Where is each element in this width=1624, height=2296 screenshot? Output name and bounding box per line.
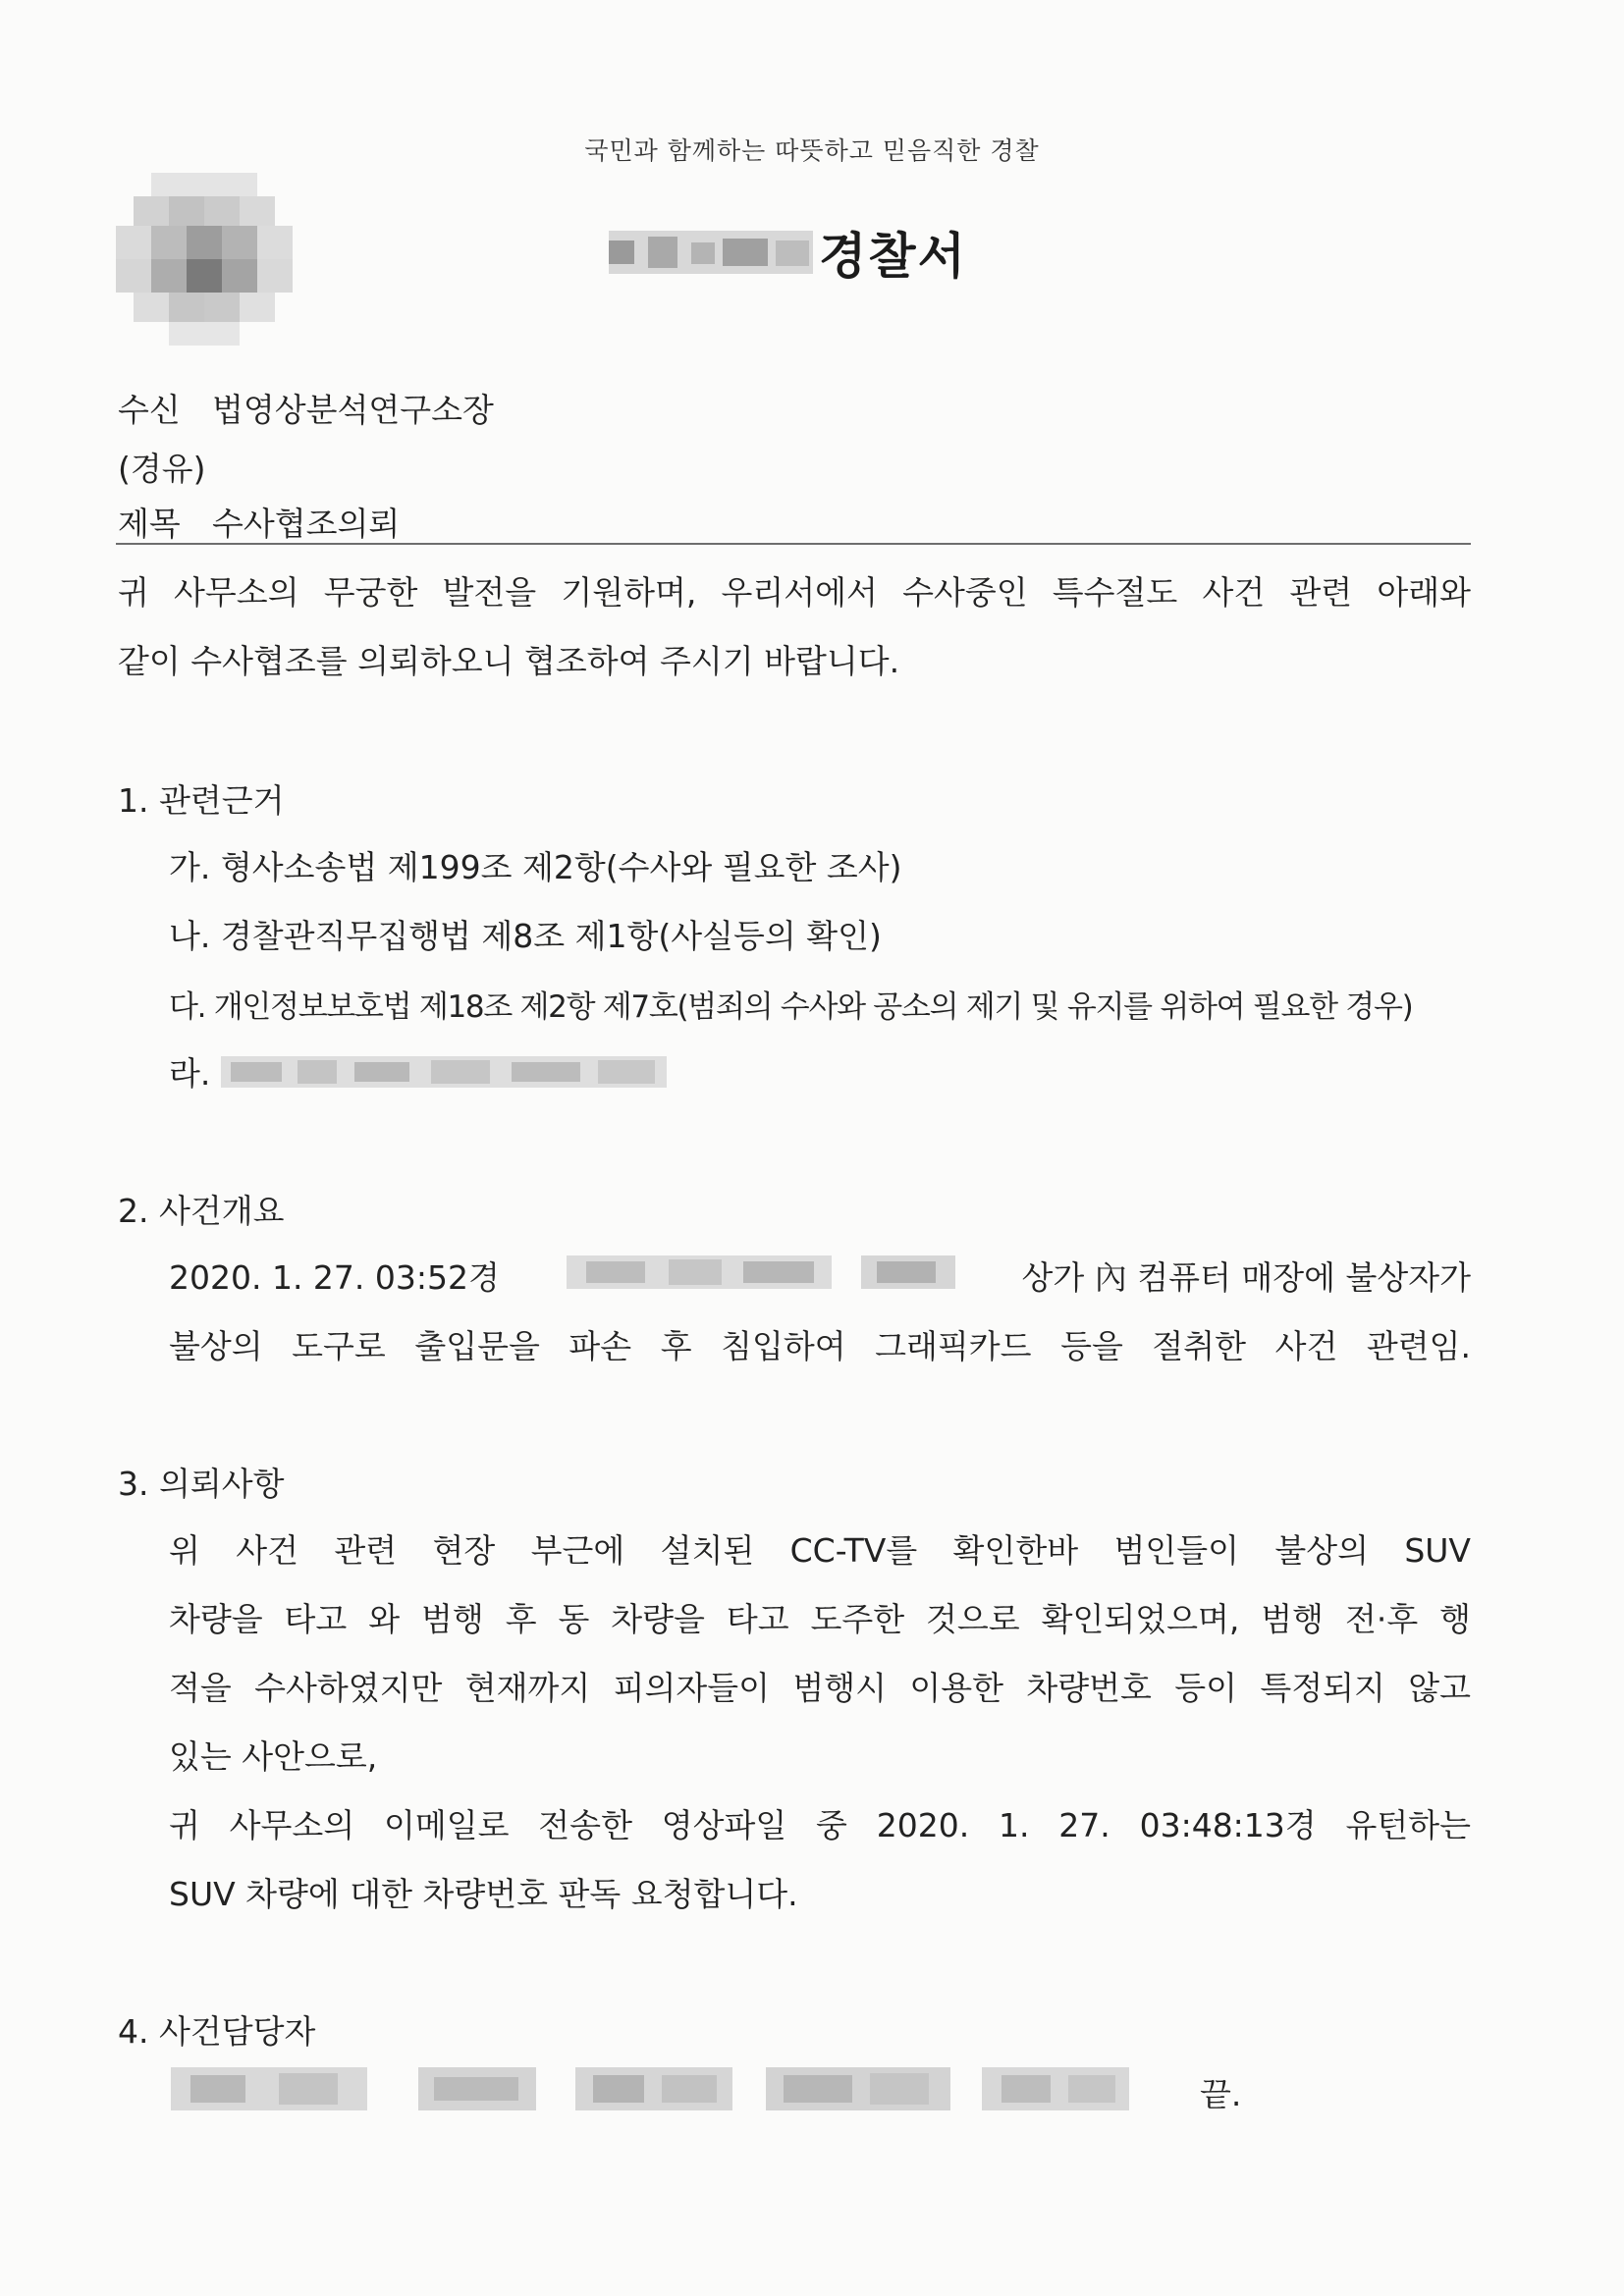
section-1-item-na: 나. 경찰관직무집행법 제8조 제1항(사실등의 확인) (169, 917, 882, 955)
section-1-item-da: 다. 개인정보보호법 제18조 제2항 제7호(범죄의 수사와 공소의 제기 및 유지를 위하여 필요한 경우) (169, 989, 1413, 1025)
incident-summary-suffix: 상가 內 컴퓨터 매장에 불상자가 (1021, 1258, 1471, 1297)
section-2-line-2: 불상의 도구로 출입문을 파손 후 침입하여 그래픽카드 등을 절취한 사건 관련임. (169, 1327, 1471, 1365)
section-3-line-4: 있는 사안으로, (169, 1737, 378, 1776)
section-3-line-3: 적을 수사하였지만 현재까지 피의자들이 범행시 이용한 차량번호 등이 특정되지 않고 (169, 1669, 1471, 1707)
redacted-logo-emblem (116, 173, 293, 346)
section-1-item-ga: 가. 형사소송법 제199조 제2항(수사와 필요한 조사) (169, 848, 902, 886)
recipient-line (118, 385, 494, 431)
section-3-line-6: SUV 차량에 대한 차량번호 판독 요청합니다. (169, 1875, 798, 1913)
section-4-heading: 4. 사건담당자 (118, 2012, 316, 2051)
via-line: (경유) (118, 450, 206, 488)
section-3-line-5: 귀 사무소의 이메일로 전송한 영상파일 중 2020. 1. 27. 03:48:13경 유턴하는 (169, 1806, 1471, 1844)
redacted-station-name (609, 231, 813, 274)
agency-motto: 국민과 함께하는 따뜻하고 믿음직한 경찰 (584, 136, 1040, 165)
section-1-heading: 1. 관련근거 (118, 781, 285, 820)
intro-line-1: 귀 사무소의 무궁한 발전을 기원하며, 우리서에서 수사중인 특수절도 사건 관련 아래와 (118, 573, 1471, 612)
section-1-item-ra (169, 1048, 667, 1095)
document-title (609, 218, 967, 287)
section-2-line-1 (169, 1253, 1471, 1299)
intro-line-2: 같이 수사협조를 의뢰하오니 협조하여 주시기 바랍니다. (118, 642, 900, 680)
header-divider (116, 543, 1471, 545)
redacted-incident-location (567, 1255, 955, 1297)
title-text: 경찰서 (819, 228, 967, 285)
redacted-officer-contact (171, 2065, 1153, 2112)
section-2-heading: 2. 사건개요 (118, 1192, 285, 1230)
recipient-label: 수신 (118, 391, 181, 429)
redacted-legal-basis (221, 1056, 667, 1095)
section-3-line-2: 차량을 타고 와 범행 후 동 차량을 타고 도주한 것으로 확인되었으며, 범행 전·후 행 (169, 1600, 1471, 1638)
incident-datetime: 2020. 1. 27. 03:52경 (169, 1258, 500, 1297)
section-3-heading: 3. 의뢰사항 (118, 1465, 285, 1503)
recipient-value: 법영상분석연구소장 (212, 391, 494, 429)
document-end-mark: 끝. (1200, 2075, 1242, 2113)
item-ra-prefix: 라. (169, 1054, 211, 1093)
subject-line (118, 499, 400, 545)
subject-label: 제목 (118, 505, 181, 543)
subject-value: 수사협조의뢰 (212, 505, 401, 543)
section-3-line-1: 위 사건 관련 현장 부근에 설치된 CC-TV를 확인한바 범인들이 불상의 SUV (169, 1531, 1471, 1570)
